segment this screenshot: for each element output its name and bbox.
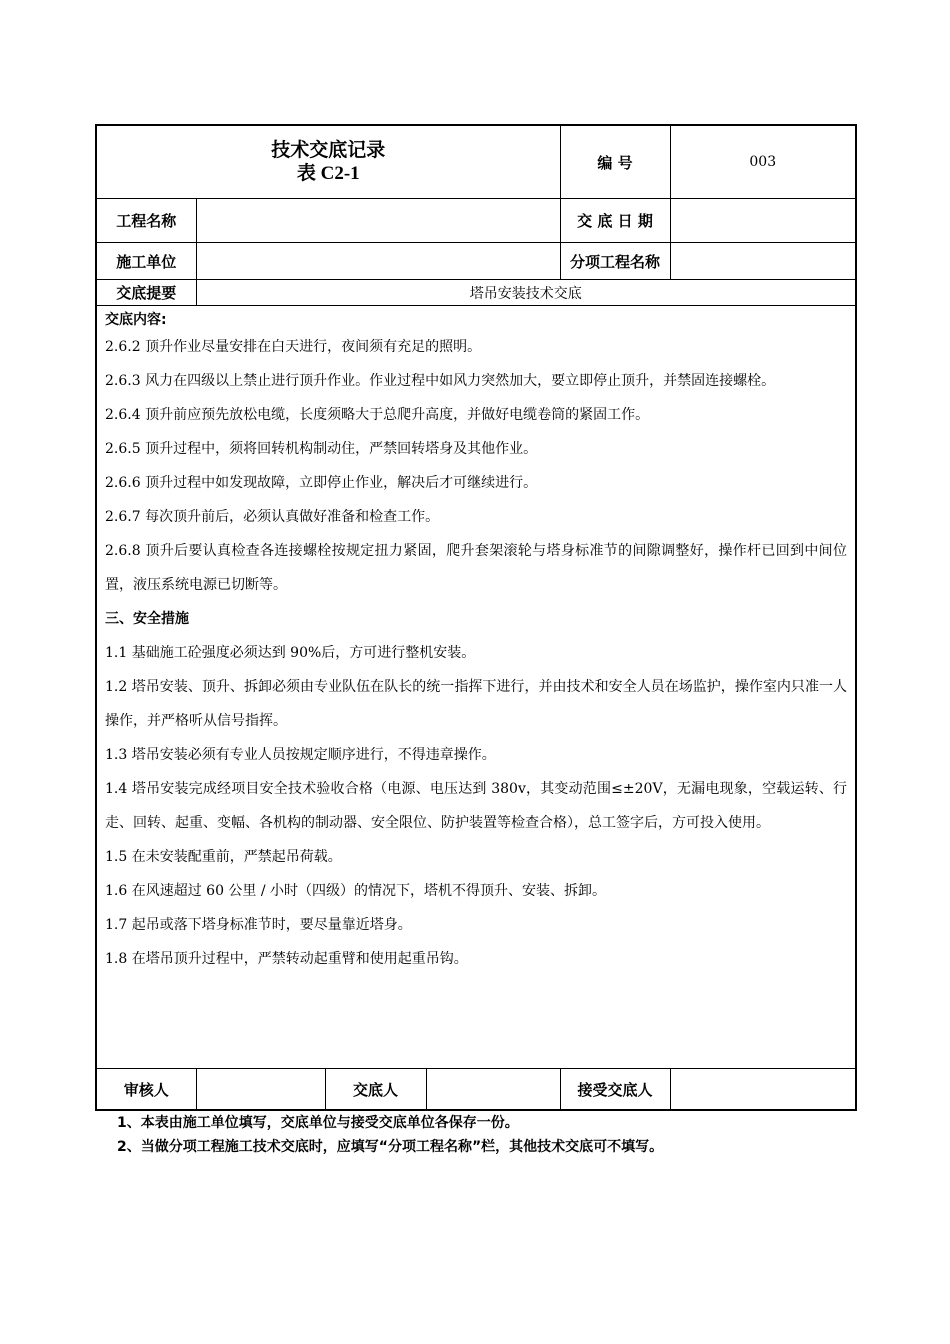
content-body xyxy=(105,330,847,976)
footnote: 2、当做分项工程施工技术交底时，应填写“分项工程名称”栏，其他技术交底可不填写。 xyxy=(117,1139,664,1155)
sub-project-field[interactable] xyxy=(670,243,856,280)
summary-label: 交底提要 xyxy=(96,280,196,306)
content-paragraph: 2.6.4 顶升前应预先放松电缆，长度须略大于总爬升高度，并做好电缆卷筒的紧固工作。 xyxy=(105,407,650,423)
content-paragraph: 2.6.2 顶升作业尽量安排在白天进行，夜间须有充足的照明。 xyxy=(105,339,482,355)
content-paragraph: 2.6.6 顶升过程中如发现故障，立即停止作业，解决后才可继续进行。 xyxy=(105,475,538,491)
footnote: 1、本表由施工单位填写，交底单位与接受交底单位各保存一份。 xyxy=(117,1115,519,1131)
project-name-field[interactable] xyxy=(196,199,560,243)
content-paragraph: 1.3 塔吊安装必须有专业人员按规定顺序进行，不得违章操作。 xyxy=(105,747,496,763)
content-paragraph: 1.4 塔吊安装完成经项目安全技术验收合格（电源、电压达到 380v，其变动范围≤±20V，无漏电现象，空载运转、行走、回转、起重、变幅、各机构的制动器、安全限位、防护装置等检查合格），总工签字后，方可投入使用。 xyxy=(105,781,848,831)
content-paragraph: 2.6.8 顶升后要认真检查各连接螺栓按规定扭力紧固，爬升套架滚轮与塔身标准节的间隙调整好，操作杆已回到中间位置，液压系统电源已切断等。 xyxy=(105,543,848,593)
content-paragraph: 2.6.5 顶升过程中，须将回转机构制动住，严禁回转塔身及其他作业。 xyxy=(105,441,538,457)
date-label: 交 底 日 期 xyxy=(560,199,670,243)
unit-field[interactable] xyxy=(196,243,560,280)
footnotes xyxy=(117,1111,877,1159)
content-paragraph: 1.2 塔吊安装、顶升、拆卸必须由专业队伍在队长的统一指挥下进行，并由技术和安全人员在场监护，操作室内只准一人操作，并严格听从信号指挥。 xyxy=(105,679,848,729)
content-paragraph: 2.6.3 风力在四级以上禁止进行顶升作业。作业过程中如风力突然加大，要立即停止顶升，并禁固连接螺栓。 xyxy=(105,373,776,389)
content-paragraph: 1.6 在风速超过 60 公里 / 小时（四级）的情况下，塔机不得顶升、安装、拆卸。 xyxy=(105,883,607,899)
presenter-field[interactable] xyxy=(426,1069,560,1111)
project-name-label: 工程名称 xyxy=(96,199,196,243)
reviewer-label: 审核人 xyxy=(96,1069,196,1111)
form-title: 技术交底记录 xyxy=(271,139,386,161)
unit-label: 施工单位 xyxy=(96,243,196,280)
content-paragraph: 2.6.7 每次顶升前后，必须认真做好准备和检查工作。 xyxy=(105,509,440,525)
content-paragraph: 1.5 在未安装配重前，严禁起吊荷载。 xyxy=(105,849,342,865)
content-heading: 交底内容: xyxy=(105,312,167,328)
record-table xyxy=(95,124,857,1111)
summary-field[interactable]: 塔吊安装技术交底 xyxy=(196,280,856,306)
content-cell xyxy=(96,306,856,1069)
sub-project-label: 分项工程名称 xyxy=(560,243,670,280)
content-paragraph: 1.1 基础施工砼强度必须达到 90%后，方可进行整机安装。 xyxy=(105,645,476,661)
date-field[interactable] xyxy=(670,199,856,243)
title-cell xyxy=(96,125,560,199)
section-heading: 三、安全措施 xyxy=(105,611,189,627)
receiver-field[interactable] xyxy=(670,1069,856,1111)
content-paragraph: 1.7 起吊或落下塔身标准节时，要尽量靠近塔身。 xyxy=(105,917,412,933)
tech-briefing-record-form xyxy=(95,124,855,1111)
receiver-label: 接受交底人 xyxy=(560,1069,670,1111)
number-label: 编 号 xyxy=(560,125,670,199)
presenter-label: 交底人 xyxy=(325,1069,426,1111)
form-code: 表 C2-1 xyxy=(296,163,360,184)
content-paragraph: 1.8 在塔吊顶升过程中，严禁转动起重臂和使用起重吊钩。 xyxy=(105,951,468,967)
number-value[interactable]: 003 xyxy=(670,125,856,199)
reviewer-field[interactable] xyxy=(196,1069,325,1111)
